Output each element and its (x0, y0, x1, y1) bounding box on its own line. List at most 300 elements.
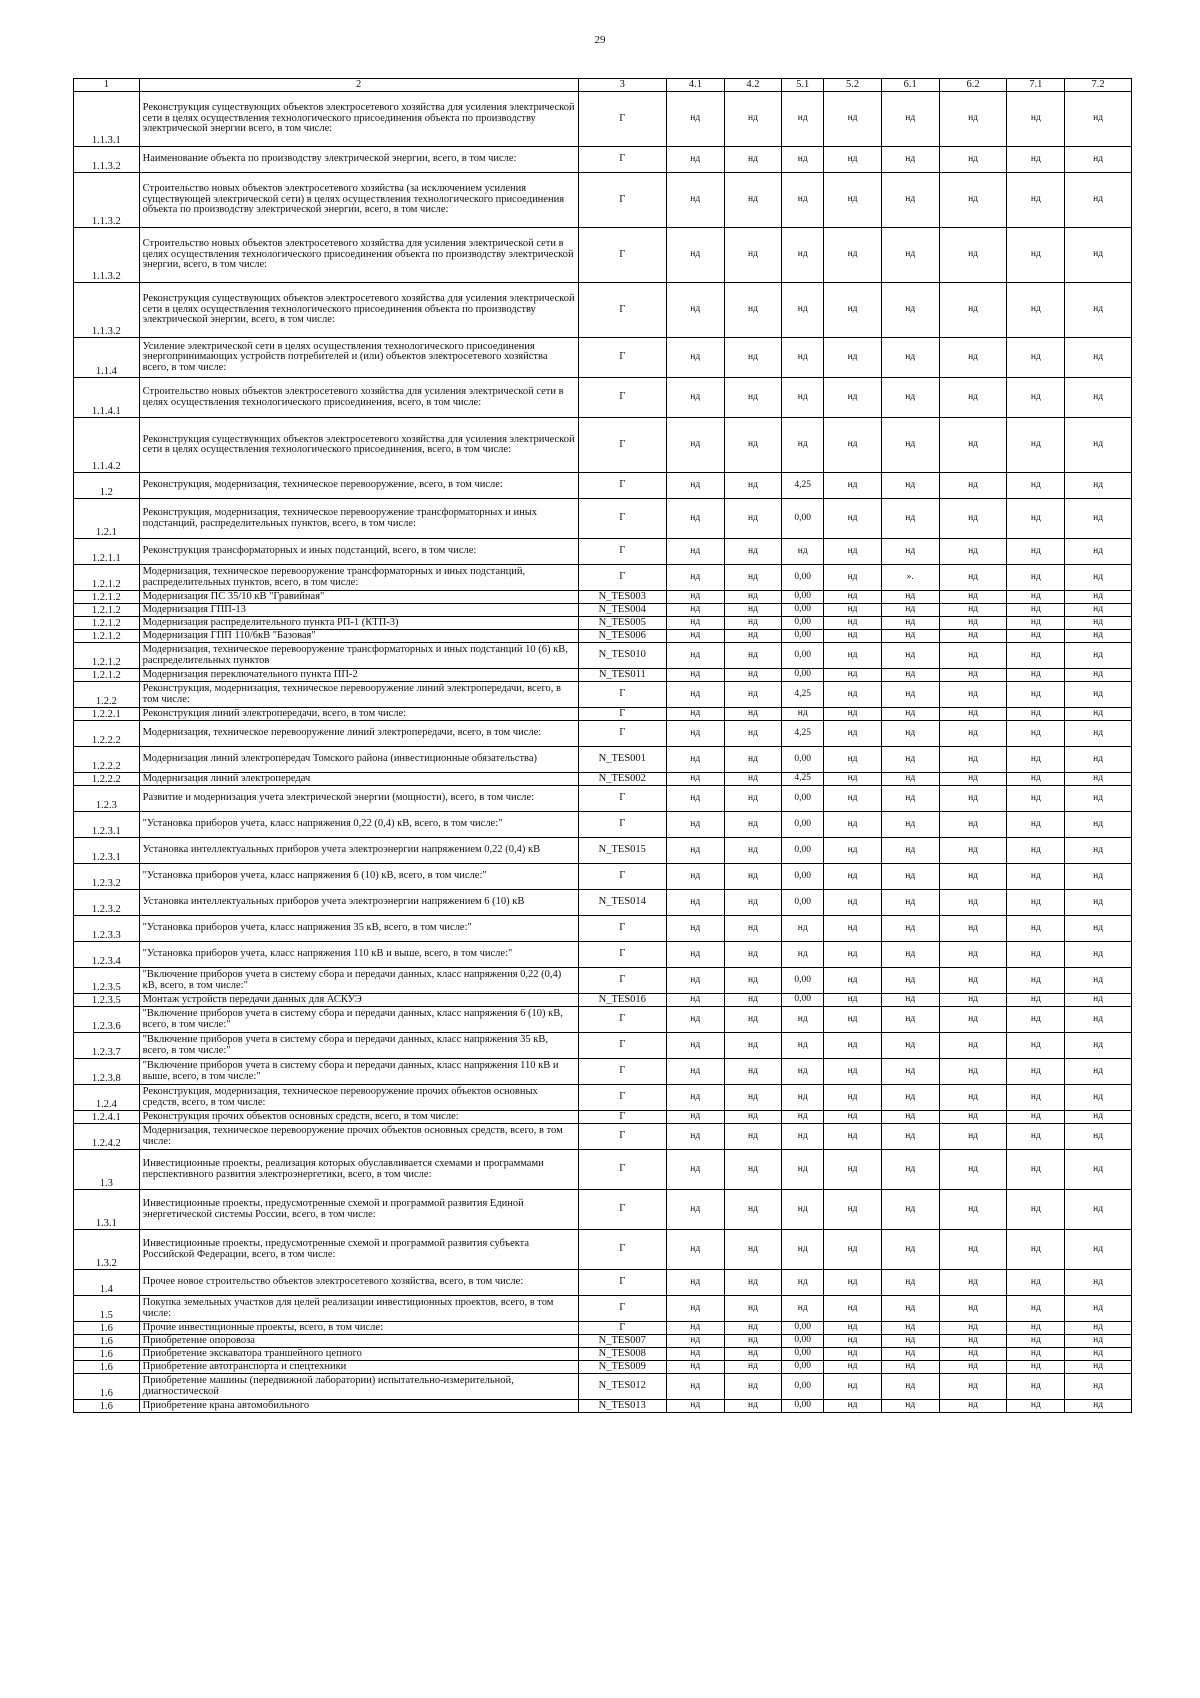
value-cell: нд (1007, 473, 1065, 499)
value-cell: нд (881, 773, 939, 786)
value-cell: нд (724, 591, 782, 604)
value-cell: нд (1007, 994, 1065, 1007)
value-cell: нд (824, 916, 882, 942)
value-cell: нд (824, 708, 882, 721)
row-number-cell: 1.2.3.3 (74, 916, 140, 942)
project-code-cell: N_TES012 (578, 1374, 666, 1400)
item-name-cell: Модернизация распределительного пункта РП-1 (КТП-3) (139, 617, 578, 630)
value-cell: нд (939, 1400, 1007, 1413)
project-code-cell: Г (578, 708, 666, 721)
value-cell: нд (824, 1230, 882, 1270)
value-cell: 0,00 (782, 838, 824, 864)
row-number-cell: 1.2.1.2 (74, 630, 140, 643)
value-cell: нд (939, 942, 1007, 968)
table-row (74, 773, 1132, 786)
value-cell: нд (939, 604, 1007, 617)
value-cell: нд (1065, 942, 1132, 968)
item-name-cell: Модернизация, техническое перевооружение прочих объектов основных средств, всего, в том числе: (139, 1124, 578, 1150)
investment-table (73, 78, 1132, 1413)
value-cell: нд (1007, 1374, 1065, 1400)
value-cell: нд (782, 1150, 824, 1190)
row-number-cell: 1.1.3.2 (74, 228, 140, 283)
value-cell: нд (939, 968, 1007, 994)
value-cell: 0,00 (782, 1361, 824, 1374)
value-cell: нд (724, 1190, 782, 1230)
value-cell: нд (724, 1374, 782, 1400)
item-name-cell: Реконструкция прочих объектов основных средств, всего, в том числе: (139, 1111, 578, 1124)
value-cell: нд (881, 994, 939, 1007)
value-cell: нд (666, 1059, 724, 1085)
value-cell: нд (939, 1296, 1007, 1322)
project-code-cell: Г (578, 1150, 666, 1190)
project-code-cell: N_TES003 (578, 591, 666, 604)
value-cell: нд (939, 283, 1007, 338)
row-number-cell: 1.6 (74, 1361, 140, 1374)
value-cell: нд (1065, 1374, 1132, 1400)
value-cell: нд (1007, 1190, 1065, 1230)
value-cell: нд (881, 173, 939, 228)
value-cell: нд (724, 378, 782, 418)
row-number-cell: 1.2.3.1 (74, 838, 140, 864)
value-cell: нд (824, 283, 882, 338)
value-cell: нд (1007, 1348, 1065, 1361)
value-cell: нд (666, 1361, 724, 1374)
value-cell: 0,00 (782, 1322, 824, 1335)
value-cell: нд (939, 173, 1007, 228)
row-number-cell: 1.2.3.5 (74, 994, 140, 1007)
value-cell: нд (782, 1124, 824, 1150)
value-cell: нд (1007, 499, 1065, 539)
value-cell: нд (724, 942, 782, 968)
value-cell: нд (666, 1400, 724, 1413)
value-cell: нд (939, 1085, 1007, 1111)
value-cell: нд (1007, 565, 1065, 591)
value-cell: нд (881, 1007, 939, 1033)
value-cell: нд (666, 682, 724, 708)
value-cell: нд (724, 1361, 782, 1374)
project-code-cell: N_TES010 (578, 643, 666, 669)
item-name-cell: Инвестиционные проекты, предусмотренные схемой и программой развития Единой энергетической системы России, всего, в том числе: (139, 1190, 578, 1230)
project-code-cell: Г (578, 147, 666, 173)
project-code-cell: Г (578, 786, 666, 812)
value-cell: нд (666, 173, 724, 228)
item-name-cell: Монтаж устройств передачи данных для АСКУЭ (139, 994, 578, 1007)
value-cell: 4,25 (782, 721, 824, 747)
value-cell: нд (824, 92, 882, 147)
item-name-cell: Развитие и модернизация учета электрической энергии (мощности), всего, в том числе: (139, 786, 578, 812)
value-cell: нд (1065, 473, 1132, 499)
project-code-cell: Г (578, 1296, 666, 1322)
value-cell: нд (881, 747, 939, 773)
item-name-cell: Приобретение машины (передвижной лаборатории) испытательно-измерительной, диагностической (139, 1374, 578, 1400)
value-cell: нд (939, 418, 1007, 473)
item-name-cell: Модернизация, техническое перевооружение трансформаторных и иных подстанций 10 (6) кВ, распределительных пунктов (139, 643, 578, 669)
value-cell: нд (724, 539, 782, 565)
value-cell: нд (666, 591, 724, 604)
value-cell: нд (1007, 1033, 1065, 1059)
row-number-cell: 1.1.4.2 (74, 418, 140, 473)
value-cell: нд (724, 1150, 782, 1190)
row-number-cell: 1.1.3.2 (74, 283, 140, 338)
value-cell: нд (724, 1111, 782, 1124)
value-cell: нд (1007, 916, 1065, 942)
value-cell: нд (782, 1190, 824, 1230)
value-cell: нд (724, 1296, 782, 1322)
value-cell: 4,25 (782, 773, 824, 786)
value-cell: нд (1065, 1335, 1132, 1348)
value-cell: нд (724, 604, 782, 617)
value-cell: нд (881, 539, 939, 565)
value-cell: нд (1007, 1111, 1065, 1124)
value-cell: нд (666, 473, 724, 499)
value-cell: нд (1065, 147, 1132, 173)
item-name-cell: Приобретение опоровоза (139, 1335, 578, 1348)
value-cell: нд (1007, 1085, 1065, 1111)
project-code-cell: Г (578, 1085, 666, 1111)
value-cell: 0,00 (782, 630, 824, 643)
item-name-cell: "Установка приборов учета, класс напряжения 35 кВ, всего, в том числе:" (139, 916, 578, 942)
value-cell: 4,25 (782, 473, 824, 499)
table-row (74, 604, 1132, 617)
value-cell: нд (881, 1033, 939, 1059)
value-cell: нд (824, 565, 882, 591)
column-header: 5.2 (824, 79, 882, 92)
column-header: 4.2 (724, 79, 782, 92)
value-cell: нд (824, 669, 882, 682)
project-code-cell: Г (578, 473, 666, 499)
row-number-cell: 1.3 (74, 1150, 140, 1190)
row-number-cell: 1.2.1.2 (74, 591, 140, 604)
value-cell: нд (1007, 338, 1065, 378)
row-number-cell: 1.2.4 (74, 1085, 140, 1111)
value-cell: нд (666, 1007, 724, 1033)
value-cell: нд (1007, 968, 1065, 994)
project-code-cell: Г (578, 1033, 666, 1059)
project-code-cell: N_TES007 (578, 1335, 666, 1348)
value-cell: нд (939, 228, 1007, 283)
row-number-cell: 1.1.3.2 (74, 173, 140, 228)
value-cell: нд (724, 92, 782, 147)
value-cell: нд (1007, 1296, 1065, 1322)
value-cell: нд (1007, 682, 1065, 708)
value-cell: нд (724, 812, 782, 838)
value-cell: нд (939, 747, 1007, 773)
project-code-cell: Г (578, 721, 666, 747)
value-cell: нд (724, 643, 782, 669)
row-number-cell: 1.2.1.2 (74, 604, 140, 617)
value-cell: нд (724, 1322, 782, 1335)
value-cell: нд (782, 283, 824, 338)
table-row (74, 1348, 1132, 1361)
value-cell: нд (724, 708, 782, 721)
value-cell: нд (666, 812, 724, 838)
project-code-cell: Г (578, 1322, 666, 1335)
table-row (74, 786, 1132, 812)
item-name-cell: Модернизация линий электропередач (139, 773, 578, 786)
value-cell: 0,00 (782, 1348, 824, 1361)
value-cell: нд (1065, 786, 1132, 812)
value-cell: нд (782, 1007, 824, 1033)
value-cell: нд (824, 228, 882, 283)
value-cell: нд (666, 378, 724, 418)
value-cell: нд (824, 643, 882, 669)
item-name-cell: "Установка приборов учета, класс напряжения 110 кВ и выше, всего, в том числе:" (139, 942, 578, 968)
value-cell: нд (782, 916, 824, 942)
value-cell: нд (1007, 1400, 1065, 1413)
value-cell: нд (1007, 92, 1065, 147)
column-header: 7.1 (1007, 79, 1065, 92)
value-cell: нд (1007, 942, 1065, 968)
value-cell: нд (1065, 721, 1132, 747)
value-cell: нд (881, 1111, 939, 1124)
value-cell: нд (666, 968, 724, 994)
value-cell: нд (782, 147, 824, 173)
value-cell: нд (1065, 378, 1132, 418)
value-cell: нд (724, 669, 782, 682)
table-row (74, 1322, 1132, 1335)
value-cell: нд (724, 473, 782, 499)
value-cell: нд (939, 864, 1007, 890)
value-cell: нд (666, 1270, 724, 1296)
table-row (74, 1150, 1132, 1190)
item-name-cell: Реконструкция существующих объектов электросетевого хозяйства для усиления электрической сети в целях осуществления технологического присоединения объекта по производству электрической энергии всего, в том числе: (139, 92, 578, 147)
value-cell: нд (1007, 890, 1065, 916)
value-cell: нд (881, 604, 939, 617)
project-code-cell: Г (578, 812, 666, 838)
value-cell: нд (881, 1059, 939, 1085)
project-code-cell: Г (578, 1111, 666, 1124)
value-cell: 0,00 (782, 565, 824, 591)
value-cell: нд (881, 591, 939, 604)
value-cell: нд (939, 92, 1007, 147)
value-cell: нд (881, 92, 939, 147)
value-cell: нд (881, 473, 939, 499)
value-cell: нд (724, 418, 782, 473)
value-cell: нд (1065, 682, 1132, 708)
value-cell: нд (939, 786, 1007, 812)
value-cell: нд (724, 173, 782, 228)
value-cell: нд (666, 617, 724, 630)
value-cell: нд (1007, 147, 1065, 173)
value-cell: нд (824, 630, 882, 643)
value-cell: нд (782, 708, 824, 721)
value-cell: нд (724, 1335, 782, 1348)
value-cell: нд (881, 338, 939, 378)
value-cell: нд (939, 499, 1007, 539)
value-cell: нд (782, 228, 824, 283)
value-cell: нд (881, 1270, 939, 1296)
value-cell: нд (666, 1190, 724, 1230)
column-header: 5.1 (782, 79, 824, 92)
item-name-cell: "Включение приборов учета в систему сбора и передачи данных, класс напряжения 6 (10) кВ, всего, в том числе:" (139, 1007, 578, 1033)
project-code-cell: N_TES005 (578, 617, 666, 630)
row-number-cell: 1.2.3.2 (74, 864, 140, 890)
project-code-cell: N_TES015 (578, 838, 666, 864)
value-cell: нд (939, 669, 1007, 682)
value-cell: нд (939, 1361, 1007, 1374)
value-cell: нд (824, 994, 882, 1007)
value-cell: нд (1065, 747, 1132, 773)
value-cell: нд (1065, 1059, 1132, 1085)
item-name-cell: Модернизация ПС 35/10 кВ "Гравийная" (139, 591, 578, 604)
value-cell: нд (1065, 1190, 1132, 1230)
row-number-cell: 1.2.2.2 (74, 721, 140, 747)
table-row (74, 378, 1132, 418)
table-row (74, 173, 1132, 228)
table-row (74, 92, 1132, 147)
table-row (74, 418, 1132, 473)
value-cell: нд (724, 890, 782, 916)
value-cell: нд (824, 812, 882, 838)
item-name-cell: Реконструкция существующих объектов электросетевого хозяйства для усиления электрической сети в целях осуществления технологического присоединения объекта по производству электрической энергии, всего, в том числе: (139, 283, 578, 338)
value-cell: 0,00 (782, 1400, 824, 1413)
value-cell: нд (824, 1348, 882, 1361)
item-name-cell: Строительство новых объектов электросетевого хозяйства для усиления электрической сети в целях осуществления технологического присоединения, всего, в том числе: (139, 378, 578, 418)
item-name-cell: Наименование объекта по производству электрической энергии, всего, в том числе: (139, 147, 578, 173)
value-cell: нд (824, 539, 882, 565)
item-name-cell: "Включение приборов учета в систему сбора и передачи данных, класс напряжения 0,22 (0,4) кВ, всего, в том числе:" (139, 968, 578, 994)
item-name-cell: Прочее новое строительство объектов электросетевого хозяйства, всего, в том числе: (139, 1270, 578, 1296)
value-cell: нд (666, 708, 724, 721)
table-row (74, 942, 1132, 968)
value-cell: нд (881, 499, 939, 539)
row-number-cell: 1.2.3.5 (74, 968, 140, 994)
value-cell: 0,00 (782, 499, 824, 539)
row-number-cell: 1.2.1.1 (74, 539, 140, 565)
project-code-cell: N_TES002 (578, 773, 666, 786)
table-row (74, 1361, 1132, 1374)
value-cell: нд (666, 864, 724, 890)
value-cell: нд (724, 499, 782, 539)
project-code-cell: Г (578, 1007, 666, 1033)
project-code-cell: Г (578, 499, 666, 539)
project-code-cell: Г (578, 92, 666, 147)
value-cell: нд (824, 1033, 882, 1059)
value-cell: нд (881, 721, 939, 747)
value-cell: нд (939, 812, 1007, 838)
value-cell: нд (666, 773, 724, 786)
value-cell: нд (824, 968, 882, 994)
value-cell: нд (824, 864, 882, 890)
table-row (74, 890, 1132, 916)
value-cell: нд (881, 147, 939, 173)
row-number-cell: 1.2.3.6 (74, 1007, 140, 1033)
value-cell: нд (724, 1033, 782, 1059)
column-header: 7.2 (1065, 79, 1132, 92)
table-row (74, 1230, 1132, 1270)
row-number-cell: 1.1.4.1 (74, 378, 140, 418)
row-number-cell: 1.2.3.7 (74, 1033, 140, 1059)
project-code-cell: Г (578, 942, 666, 968)
value-cell: нд (939, 1124, 1007, 1150)
project-code-cell: Г (578, 682, 666, 708)
value-cell: нд (881, 1361, 939, 1374)
row-number-cell: 1.2.1 (74, 499, 140, 539)
column-header: 3 (578, 79, 666, 92)
table-row (74, 1007, 1132, 1033)
value-cell: нд (1065, 1111, 1132, 1124)
table-row (74, 643, 1132, 669)
value-cell: нд (724, 994, 782, 1007)
table-row (74, 708, 1132, 721)
value-cell: нд (939, 1059, 1007, 1085)
item-name-cell: Установка интеллектуальных приборов учета электроэнергии напряжением 0,22 (0,4) кВ (139, 838, 578, 864)
value-cell: нд (1007, 1150, 1065, 1190)
row-number-cell: 1.2 (74, 473, 140, 499)
value-cell: нд (939, 773, 1007, 786)
value-cell: нд (1007, 1124, 1065, 1150)
item-name-cell: Установка интеллектуальных приборов учета электроэнергии напряжением 6 (10) кВ (139, 890, 578, 916)
value-cell: 0,00 (782, 643, 824, 669)
table-row (74, 473, 1132, 499)
table-row (74, 1296, 1132, 1322)
value-cell: нд (1065, 708, 1132, 721)
row-number-cell: 1.6 (74, 1335, 140, 1348)
value-cell: нд (824, 1335, 882, 1348)
value-cell: нд (1007, 1059, 1065, 1085)
project-code-cell: Г (578, 1270, 666, 1296)
value-cell: нд (666, 1348, 724, 1361)
value-cell: нд (881, 643, 939, 669)
value-cell: 4,25 (782, 682, 824, 708)
value-cell: нд (939, 591, 1007, 604)
project-code-cell: N_TES011 (578, 669, 666, 682)
value-cell: нд (939, 565, 1007, 591)
row-number-cell: 1.3.2 (74, 1230, 140, 1270)
value-cell: нд (881, 1296, 939, 1322)
value-cell: нд (666, 1085, 724, 1111)
row-number-cell: 1.1.4 (74, 338, 140, 378)
value-cell: нд (824, 1374, 882, 1400)
value-cell: нд (1065, 499, 1132, 539)
project-code-cell: N_TES016 (578, 994, 666, 1007)
table-row (74, 147, 1132, 173)
value-cell: нд (939, 708, 1007, 721)
value-cell: нд (782, 173, 824, 228)
row-number-cell: 1.2.1.2 (74, 565, 140, 591)
item-name-cell: Приобретение крана автомобильного (139, 1400, 578, 1413)
value-cell: нд (1007, 378, 1065, 418)
value-cell: нд (881, 1230, 939, 1270)
value-cell: 0,00 (782, 591, 824, 604)
value-cell: 0,00 (782, 864, 824, 890)
value-cell: нд (824, 838, 882, 864)
value-cell: нд (939, 1322, 1007, 1335)
value-cell: нд (666, 1150, 724, 1190)
value-cell: нд (666, 1322, 724, 1335)
value-cell: нд (666, 838, 724, 864)
table-row (74, 1033, 1132, 1059)
value-cell: нд (666, 92, 724, 147)
row-number-cell: 1.2.1.2 (74, 669, 140, 682)
value-cell: 0,00 (782, 812, 824, 838)
value-cell: нд (724, 1348, 782, 1361)
value-cell: нд (782, 418, 824, 473)
page-number: 29 (594, 34, 606, 46)
value-cell: нд (824, 1190, 882, 1230)
value-cell: нд (881, 916, 939, 942)
project-code-cell: Г (578, 378, 666, 418)
value-cell: нд (1065, 1150, 1132, 1190)
value-cell: нд (1065, 916, 1132, 942)
header-row (74, 79, 1132, 92)
item-name-cell: Модернизация ГПП-13 (139, 604, 578, 617)
item-name-cell: Усиление электрической сети в целях осуществления технологического присоединения энергопринимающих устройств потребителей и (или) объектов электросетевого хозяйства всего, в том числе: (139, 338, 578, 378)
value-cell: ». (881, 565, 939, 591)
value-cell: нд (939, 916, 1007, 942)
value-cell: нд (1065, 418, 1132, 473)
row-number-cell: 1.2.3 (74, 786, 140, 812)
